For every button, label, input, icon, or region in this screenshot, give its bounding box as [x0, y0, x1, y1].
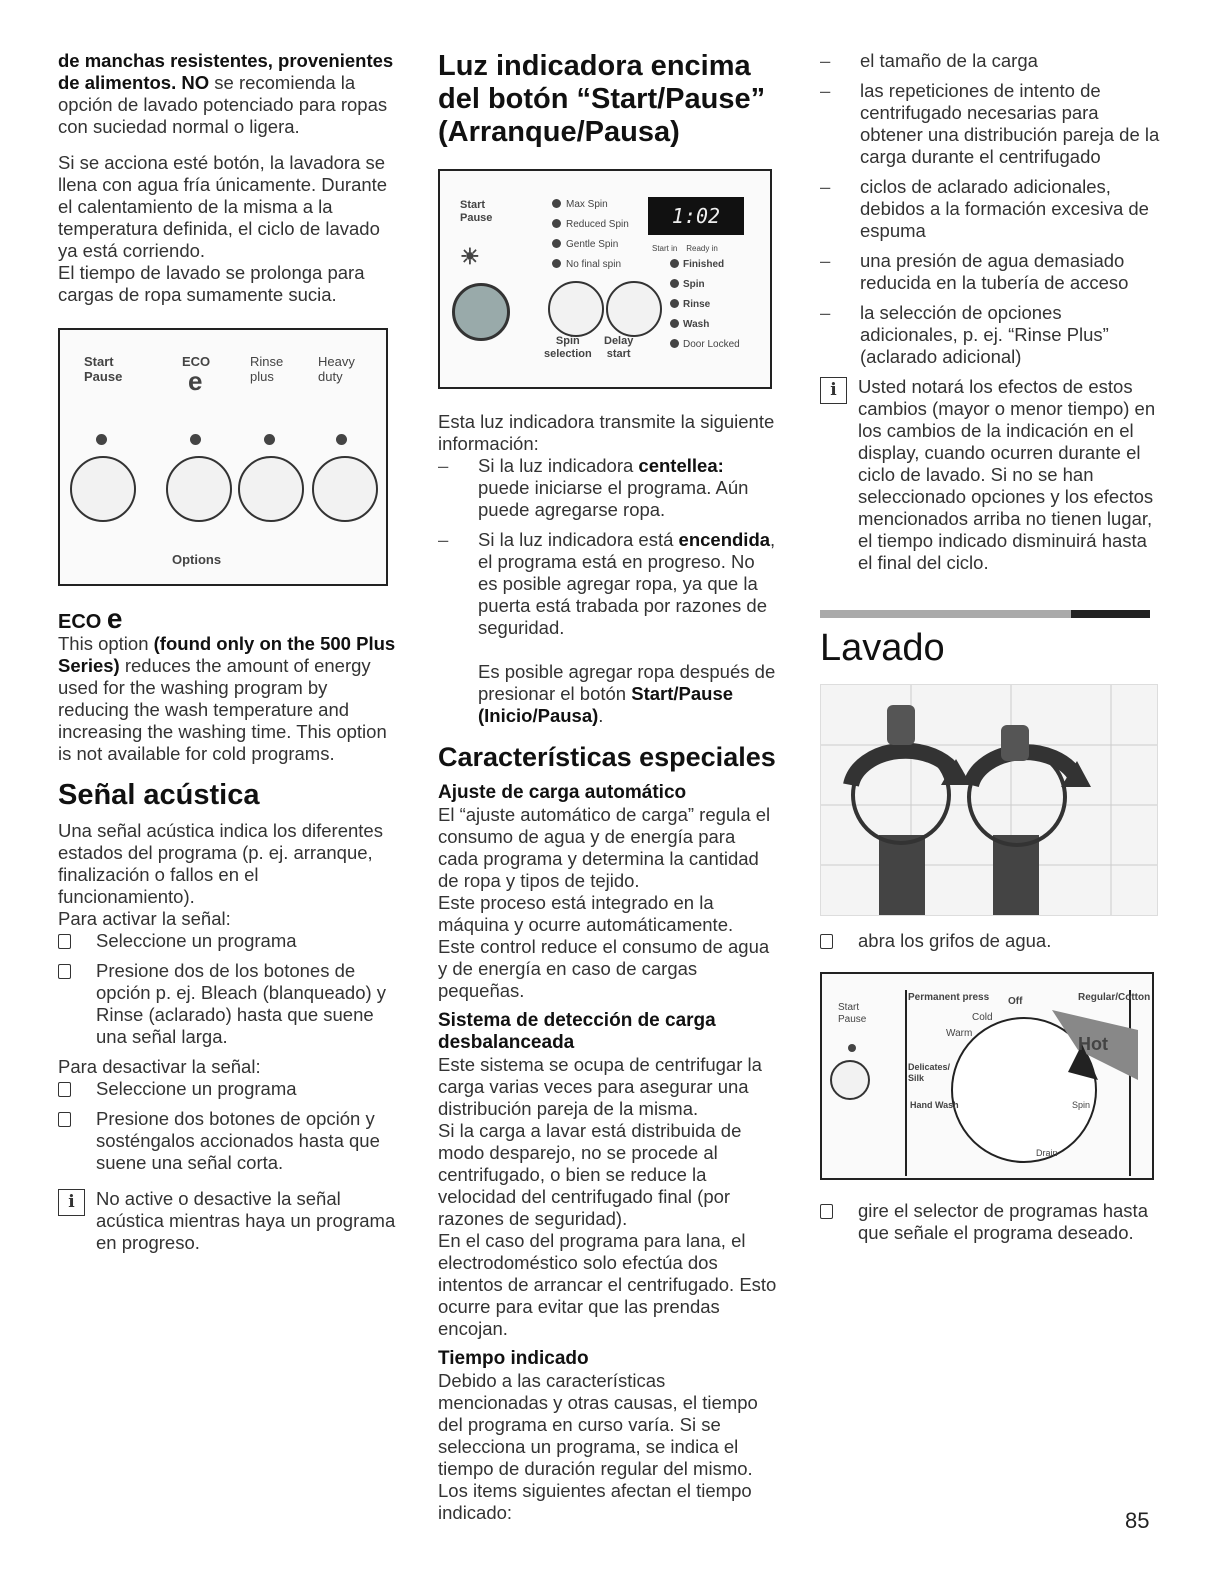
drain-label: Drain — [1036, 1148, 1058, 1158]
add-clothes-paragraph: Es posible agregar ropa después de presionar el botón Start/Pause (Inicio/Pausa). — [478, 661, 776, 726]
spin-led-3 — [552, 239, 561, 248]
checkbox-icon — [58, 934, 71, 949]
senal-heading: Señal acústica — [58, 779, 260, 811]
spin-selection-button-icon — [548, 281, 604, 337]
status-item-1: Finished — [683, 259, 725, 270]
checkbox-icon — [58, 1112, 71, 1127]
intro-paragraph: de manchas resistentes, provenientes de alimentos. NO se recomienda la opción de lavado potenciado para ropas con suciedad normal o ligera. — [58, 50, 394, 137]
spin-selection-label: Spin selection — [544, 335, 592, 360]
display-labels: Start in Ready in — [652, 244, 718, 253]
control-panel-illustration — [438, 169, 772, 389]
time-factor-4: – una presión de agua demasiado reducida en la tubería de acceso — [820, 250, 1160, 294]
eco-label: ECO — [182, 354, 211, 369]
off-label: Off — [1008, 996, 1023, 1007]
info-icon: i — [58, 1189, 85, 1216]
spin-option-1: Max Spin — [566, 199, 608, 210]
eco-button-icon — [166, 456, 232, 522]
checkbox-icon — [820, 934, 833, 949]
status-led-3 — [670, 299, 679, 308]
spin-label: Spin — [1072, 1100, 1091, 1110]
activate-item-2: Presione dos de los botones de opción p. ej. Bleach (blanqueado) y Rinse (aclarado) hasta que suene una señal larga. — [58, 960, 398, 1048]
lavado-heading: Lavado — [820, 627, 945, 669]
led-4-icon — [336, 434, 347, 445]
time-factor-1: – el tamaño de la carga — [820, 50, 1160, 72]
time-p1: Debido a las características mencionadas y otras causas, el tiempo del programa en curso varía. Si se selecciona un programa, se indica el tiempo de duración regular del mismo. Los items siguientes afectan el tiempo indicado: — [438, 1370, 758, 1523]
auto-load-p3: Este control reduce el consumo de agua y de energía en caso de cargas pequeñas. — [438, 936, 770, 1001]
heavy-duty-button-icon — [312, 456, 378, 522]
start-button-icon — [830, 1060, 870, 1100]
hand-wash-label: Hand Wash — [910, 1100, 959, 1110]
warm-label: Warm — [946, 1028, 973, 1039]
info-note-left: i No active o desactive la señal acústica mientras haya un programa en progreso. — [58, 1188, 398, 1254]
delay-start-button-icon — [606, 281, 662, 337]
sun-blink-icon: ☀ — [460, 244, 480, 269]
eco-symbol-icon: e — [188, 366, 203, 396]
start-pause-button-icon — [70, 456, 136, 522]
time-heading: Tiempo indicado — [438, 1348, 589, 1369]
spin-option-2: Reduced Spin — [566, 219, 629, 230]
status-item-4: Wash — [683, 319, 710, 330]
spin-led-1 — [552, 199, 561, 208]
options-panel-illustration — [58, 328, 388, 586]
special-features-heading: Características especiales — [438, 742, 776, 772]
time-display: 1:02 — [648, 197, 744, 235]
delicates-silk-label: Delicates/ Silk — [908, 1062, 951, 1083]
eco-heading: ECO e — [58, 603, 123, 634]
heavy-duty-label: Heavy duty — [318, 354, 355, 384]
rinse-plus-button-icon — [238, 456, 304, 522]
info-note-right: i Usted notará los efectos de estos cambios (mayor o menor tiempo) en los cambios de la indicación en el display, cuando ocurren durante el ciclo de lavado. Si no se han seleccionado opciones y los efectos mencionados arriba no tienen lugar, el tiempo indicado disminuirá hasta el final del ciclo. — [820, 376, 1160, 574]
unbalance-p1: Este sistema se ocupa de centrifugar la carga varias veces para asegurar una distribución pareja de la misma. — [438, 1054, 762, 1119]
time-paragraph: El tiempo de lavado se prolonga para cargas de ropa sumamente sucia. — [58, 262, 365, 305]
deactivate-item-2: Presione dos botones de opción y sosténgalos accionados hasta que suene una señal corta. — [58, 1108, 398, 1174]
time-factor-2: – las repeticiones de intento de centrifugado necesarias para obtener una distribución pareja de la carga durante el centrifugado — [820, 80, 1160, 168]
step-open-taps: abra los grifos de agua. — [820, 930, 1160, 952]
led-2-icon — [190, 434, 201, 445]
spin-led-2 — [552, 219, 561, 228]
status-led-4 — [670, 319, 679, 328]
faucet-drawing — [821, 685, 1157, 915]
status-item-3: Rinse — [683, 299, 711, 310]
status-led-1 — [670, 259, 679, 268]
faucet-illustration — [820, 684, 1158, 916]
cold-water-paragraph: Si se acciona esté botón, la lavadora se llena con agua fría únicamente. Durante el calentamiento de la misma a la temperatura definida, el ciclo de lavado ya está corriendo. — [58, 152, 388, 261]
deactivate-item-1: Seleccione un programa — [58, 1078, 398, 1100]
regular-cotton-label: Regular/Cotton — [1078, 992, 1151, 1003]
auto-load-p2: Este proceso está integrado en la máquina y ocurre automáticamente. — [438, 892, 734, 935]
checkbox-icon — [58, 1082, 71, 1097]
blink-item: – Si la luz indicadora centellea: puede iniciarse el programa. Aún puede agregarse ropa. — [438, 455, 778, 521]
checkbox-icon — [820, 1204, 833, 1219]
section-rule — [820, 610, 1150, 618]
column-middle — [438, 50, 778, 1524]
eco-paragraph: This option (found only on the 500 Plus Series) reduces the amount of energy used for the washing program by reducing the wash temperature and increasing the washing time. This option is not available for cold programs. — [58, 633, 396, 764]
status-led-5 — [670, 339, 679, 348]
checkbox-icon — [58, 964, 71, 979]
led-3-icon — [264, 434, 275, 445]
unbalance-p2: Si la carga a lavar está distribuida de modo desparejo, no se procede al centrifugado, o bien se reduce la velocidad del centrifugado final (por razones de seguridad). — [438, 1120, 742, 1229]
spin-option-4: No final spin — [566, 259, 622, 270]
column-right — [820, 50, 1160, 1244]
column-left — [58, 50, 398, 1254]
permanent-press-label: Permanent press — [908, 992, 990, 1003]
deactivate-intro: Para desactivar la señal: — [58, 1056, 261, 1077]
status-led-2 — [670, 279, 679, 288]
unbalance-p3: En el caso del programa para lana, el electrodoméstico solo efectúa dos intentos de arrancar el centrifugado. Esto ocurre para evitar que las prendas encojan. — [438, 1230, 777, 1339]
time-factor-5: – la selección de opciones adicionales, p. ej. “Rinse Plus” (aclarado adicional) — [820, 302, 1160, 368]
senal-paragraph: Una señal acústica indica los diferentes estados del programa (p. ej. arranque, finalización o fallos en el funcionamiento). — [58, 820, 383, 907]
program-dial-illustration — [820, 972, 1154, 1180]
hot-label: Hot — [1078, 1034, 1108, 1054]
auto-load-heading: Ajuste de carga automático — [438, 782, 687, 803]
activate-item-1: Seleccione un programa — [58, 930, 398, 952]
status-item-2: Spin — [683, 279, 705, 290]
spin-option-3: Gentle Spin — [566, 239, 619, 250]
status-item-5: Door Locked — [683, 339, 740, 350]
delay-start-label: Delay start — [604, 335, 634, 360]
indicator-info-paragraph: Esta luz indicadora transmite la siguiente información: — [438, 411, 775, 454]
start-pause-label: Start Pause — [838, 1002, 867, 1025]
step-turn-selector: gire el selector de programas hasta que señale el programa deseado. — [820, 1200, 1160, 1244]
options-label: Options — [172, 552, 222, 567]
rinse-plus-label: Rinse plus — [250, 354, 284, 384]
start-pause-label: Start Pause — [460, 199, 493, 224]
led-1-icon — [96, 434, 107, 445]
activate-intro: Para activar la señal: — [58, 908, 231, 929]
lit-item: – Si la luz indicadora está encendida, el programa está en progreso. No es posible agregar ropa, ya que la puerta está trabada por razones de seguridad. — [438, 529, 778, 639]
time-factor-3: – ciclos de aclarado adicionales, debidos a la formación excesiva de espuma — [820, 176, 1160, 242]
spin-led-4 — [552, 259, 561, 268]
start-pause-label: Start Pause — [84, 354, 123, 384]
unbalance-heading: Sistema de detección de carga desbalanceada — [438, 1010, 716, 1053]
auto-load-p1: El “ajuste automático de carga” regula el consumo de agua y de energía para cada programa y determina la cantidad de ropa y tipos de tejido. — [438, 804, 771, 891]
info-icon: i — [820, 377, 847, 404]
eco-symbol: e — [106, 603, 123, 634]
indicator-heading: Luz indicadora encima del botón “Start/Pause” (Arranque/Pausa) — [438, 50, 766, 148]
cold-label: Cold — [972, 1012, 993, 1023]
start-led — [848, 1044, 856, 1052]
start-button-lit-icon — [452, 283, 510, 341]
page-number: 85 — [1125, 1508, 1150, 1533]
